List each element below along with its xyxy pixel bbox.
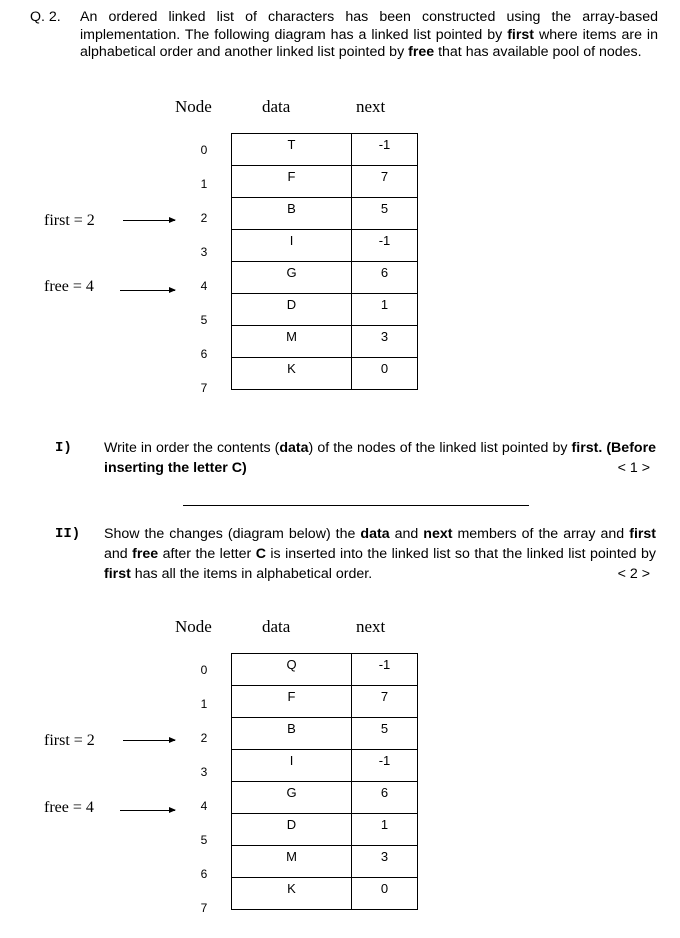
table-row [232,230,418,262]
data-cell[interactable]: K [232,878,352,910]
question-intro: An ordered linked list of characters has been constructed using the array-based implementation. The following diagram has a linked list pointed by first where items are in alphabetical order and another linked list pointed by free that has available pool of nodes. [80,9,658,60]
part-one-text: Write in order the contents (data) of the nodes of the linked list pointed by first. (Before inserting the letter C) [104,440,656,476]
free-pointer-label: free = 4 [44,278,94,295]
part-two-numeral: II) [55,526,81,542]
table-row [232,166,418,198]
data-cell: D [232,294,352,326]
node-column-header: Node [175,617,212,636]
node-index: 0 [200,663,208,677]
data-cell[interactable]: M [232,846,352,878]
next-cell[interactable]: -1 [352,654,418,686]
free-pointer-label[interactable]: free = 4 [44,799,94,816]
data-cell[interactable]: Q [232,654,352,686]
free-arrow-icon [120,810,175,811]
part-one-numeral: I) [55,440,72,456]
next-cell: -1 [352,134,418,166]
node-index: 2 [200,211,208,225]
data-cell: M [232,326,352,358]
table-row [232,198,418,230]
next-cell[interactable]: 1 [352,814,418,846]
data-cell: K [232,358,352,390]
next-cell[interactable]: 3 [352,846,418,878]
next-cell: 6 [352,262,418,294]
node-index: 5 [200,313,208,327]
next-cell: 0 [352,358,418,390]
data-cell[interactable]: B [232,718,352,750]
node-array-table [231,653,418,910]
first-arrow-icon [123,220,175,221]
node-index: 4 [200,799,208,813]
node-index: 3 [200,245,208,259]
part-two-text: Show the changes (diagram below) the data and next members of the array and first and free after the letter C is inserted into the linked list so that the linked list pointed by first has all the items in alphabetical order. [104,526,657,582]
next-cell[interactable]: 5 [352,718,418,750]
next-cell: 5 [352,198,418,230]
table-row [232,814,418,846]
data-cell: B [232,198,352,230]
data-cell[interactable]: G [232,782,352,814]
data-cell: T [232,134,352,166]
node-index: 5 [200,833,208,847]
node-index: 4 [200,279,208,293]
node-index: 7 [200,901,208,915]
table-row [232,686,418,718]
table-row [232,718,418,750]
data-cell: I [232,230,352,262]
data-cell[interactable]: F [232,686,352,718]
node-index: 7 [200,381,208,395]
next-column-header: next [356,97,386,116]
next-cell: 3 [352,326,418,358]
part-one-marks: < 1 > [617,460,650,476]
table-row [232,846,418,878]
node-index: 1 [200,697,208,711]
table-row [232,326,418,358]
table-row [232,134,418,166]
answer-line[interactable] [183,505,529,506]
next-cell: -1 [352,230,418,262]
table-row [232,750,418,782]
node-index: 0 [200,143,208,157]
array-diagram-before [0,0,680,395]
first-pointer-label: first = 2 [44,212,95,229]
table-row [232,294,418,326]
next-column-header: next [356,617,386,636]
next-cell[interactable]: 6 [352,782,418,814]
node-column-header: Node [175,97,212,116]
data-cell: G [232,262,352,294]
table-row [232,358,418,390]
data-cell: F [232,166,352,198]
table-row [232,878,418,910]
part-two-marks: < 2 > [617,566,650,582]
data-cell[interactable]: I [232,750,352,782]
node-index: 3 [200,765,208,779]
data-cell[interactable]: D [232,814,352,846]
next-cell: 7 [352,166,418,198]
next-cell: 1 [352,294,418,326]
next-cell[interactable]: 0 [352,878,418,910]
next-cell[interactable]: 7 [352,686,418,718]
first-pointer-label[interactable]: first = 2 [44,732,95,749]
free-arrow-icon [120,290,175,291]
first-arrow-icon [123,740,175,741]
array-diagram-after [0,520,680,915]
node-index: 1 [200,177,208,191]
node-index: 2 [200,731,208,745]
node-array-table [231,133,418,390]
data-column-header: data [262,617,291,636]
node-index: 6 [200,347,208,361]
next-cell[interactable]: -1 [352,750,418,782]
table-row [232,782,418,814]
table-row [232,654,418,686]
node-index: 6 [200,867,208,881]
part-one [0,438,680,482]
table-row [232,262,418,294]
question-number: Q. 2. [30,9,61,25]
data-column-header: data [262,97,291,116]
